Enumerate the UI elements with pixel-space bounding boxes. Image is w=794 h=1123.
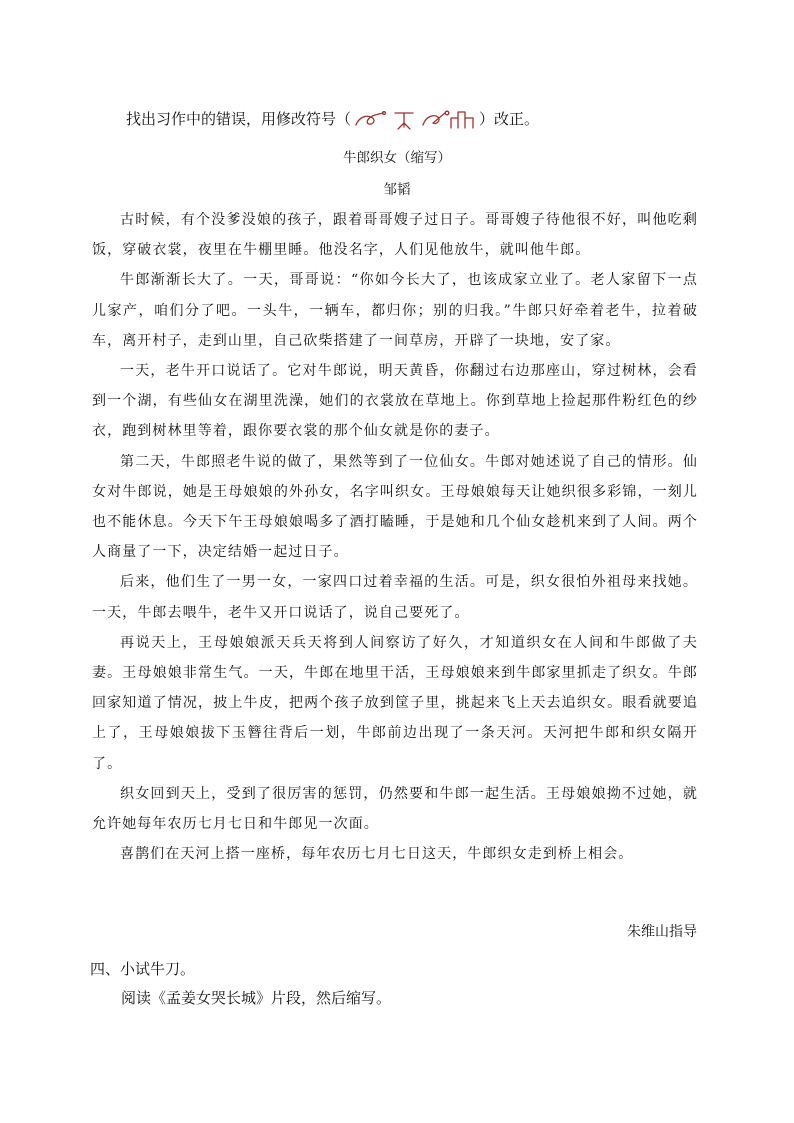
essay-title: 牛郎织女（缩写） bbox=[343, 150, 451, 166]
correction-marks-icon bbox=[353, 108, 477, 132]
task-instruction: 阅读《孟姜女哭长城》片段，然后缩写。 bbox=[121, 989, 392, 1007]
essay-author: 邹韬 bbox=[383, 182, 411, 198]
essay-paragraph: 再说天上，王母娘娘派天兵天将到人间察访了好久，才知道织女在人间和牛郎做了夫妻。王母娘娘非常生气。一天，牛郎在地里干活，王母娘娘来到牛郎家里抓走了织女。牛郎回家知道了情况，披上牛皮，把两个孩子放到筐子里，挑起来飞上天去追织女。眼看就要追上了，王母娘娘拔下玉簪往背后一划，牛郎前边出现了一条天河。天河把牛郎和织女隔开了。 bbox=[92, 634, 698, 772]
essay-paragraph: 牛郎渐渐长大了。一天，哥哥说：“你如今长大了，也该成家立业了。老人家留下一点儿家产，咱们分了吧。一头牛，一辆车，都归你；别的归我。”牛郎只好牵着老牛，拉着破车，离开村子，走到山里，自己砍柴搭建了一间草房，开辟了一块地，安了家。 bbox=[92, 272, 698, 349]
section-heading: 四、小试牛刀。 bbox=[90, 960, 196, 978]
essay-paragraph: 一天，老牛开口说话了。它对牛郎说，明天黄昏，你翻过右边那座山，穿过树林，会看到一个湖，有些仙女在湖里洗澡，她们的衣裳放在草地上。你到草地上捡起那件粉红色的纱衣，跑到树林里等着，跟你要衣裳的那个仙女就是你的妻子。 bbox=[92, 363, 698, 440]
essay-paragraph: 第二天，牛郎照老牛说的做了，果然等到了一位仙女。牛郎对她述说了自己的情形。仙女对牛郎说，她是王母娘娘的外孙女，名字叫织女。王母娘娘每天让她织很多彩锦，一刻儿也不能休息。今天下午王母娘娘喝多了酒打瞌睡，于是她和几个仙女趁机来到了人间。两个人商量了一下，决定结婚一起过日子。 bbox=[92, 453, 698, 561]
instruction-text-before: 找出习作中的错误，用修改符号（ bbox=[126, 110, 352, 128]
essay-paragraph: 后来，他们生了一男一女，一家四口过着幸福的生活。可是，织女很怕外祖母来找她。一天，牛郎去喂牛，老牛又开口说话了，说自己要死了。 bbox=[92, 574, 698, 621]
essay-paragraph: 织女回到天上，受到了很厉害的惩罚，仍然要和牛郎一起生活。王母娘娘拗不过她，就允许她每年农历七月七日和牛郎见一次面。 bbox=[92, 785, 698, 833]
instruction-text-after: ）改正。 bbox=[479, 110, 540, 128]
instruction-line bbox=[126, 106, 539, 132]
essay-body bbox=[92, 205, 698, 869]
teacher-signature: 朱维山指导 bbox=[627, 924, 697, 940]
essay-paragraph: 古时候，有个没爹没娘的孩子，跟着哥哥嫂子过日子。哥哥嫂子待他很不好，叫他吃剩饭，穿破衣裳，夜里在牛棚里睡。他没名字，人们见他放牛，就叫他牛郎。 bbox=[92, 212, 698, 259]
essay-paragraph: 喜鹊们在天河上搭一座桥，每年农历七月七日这天，牛郎织女走到桥上相会。 bbox=[120, 846, 634, 863]
